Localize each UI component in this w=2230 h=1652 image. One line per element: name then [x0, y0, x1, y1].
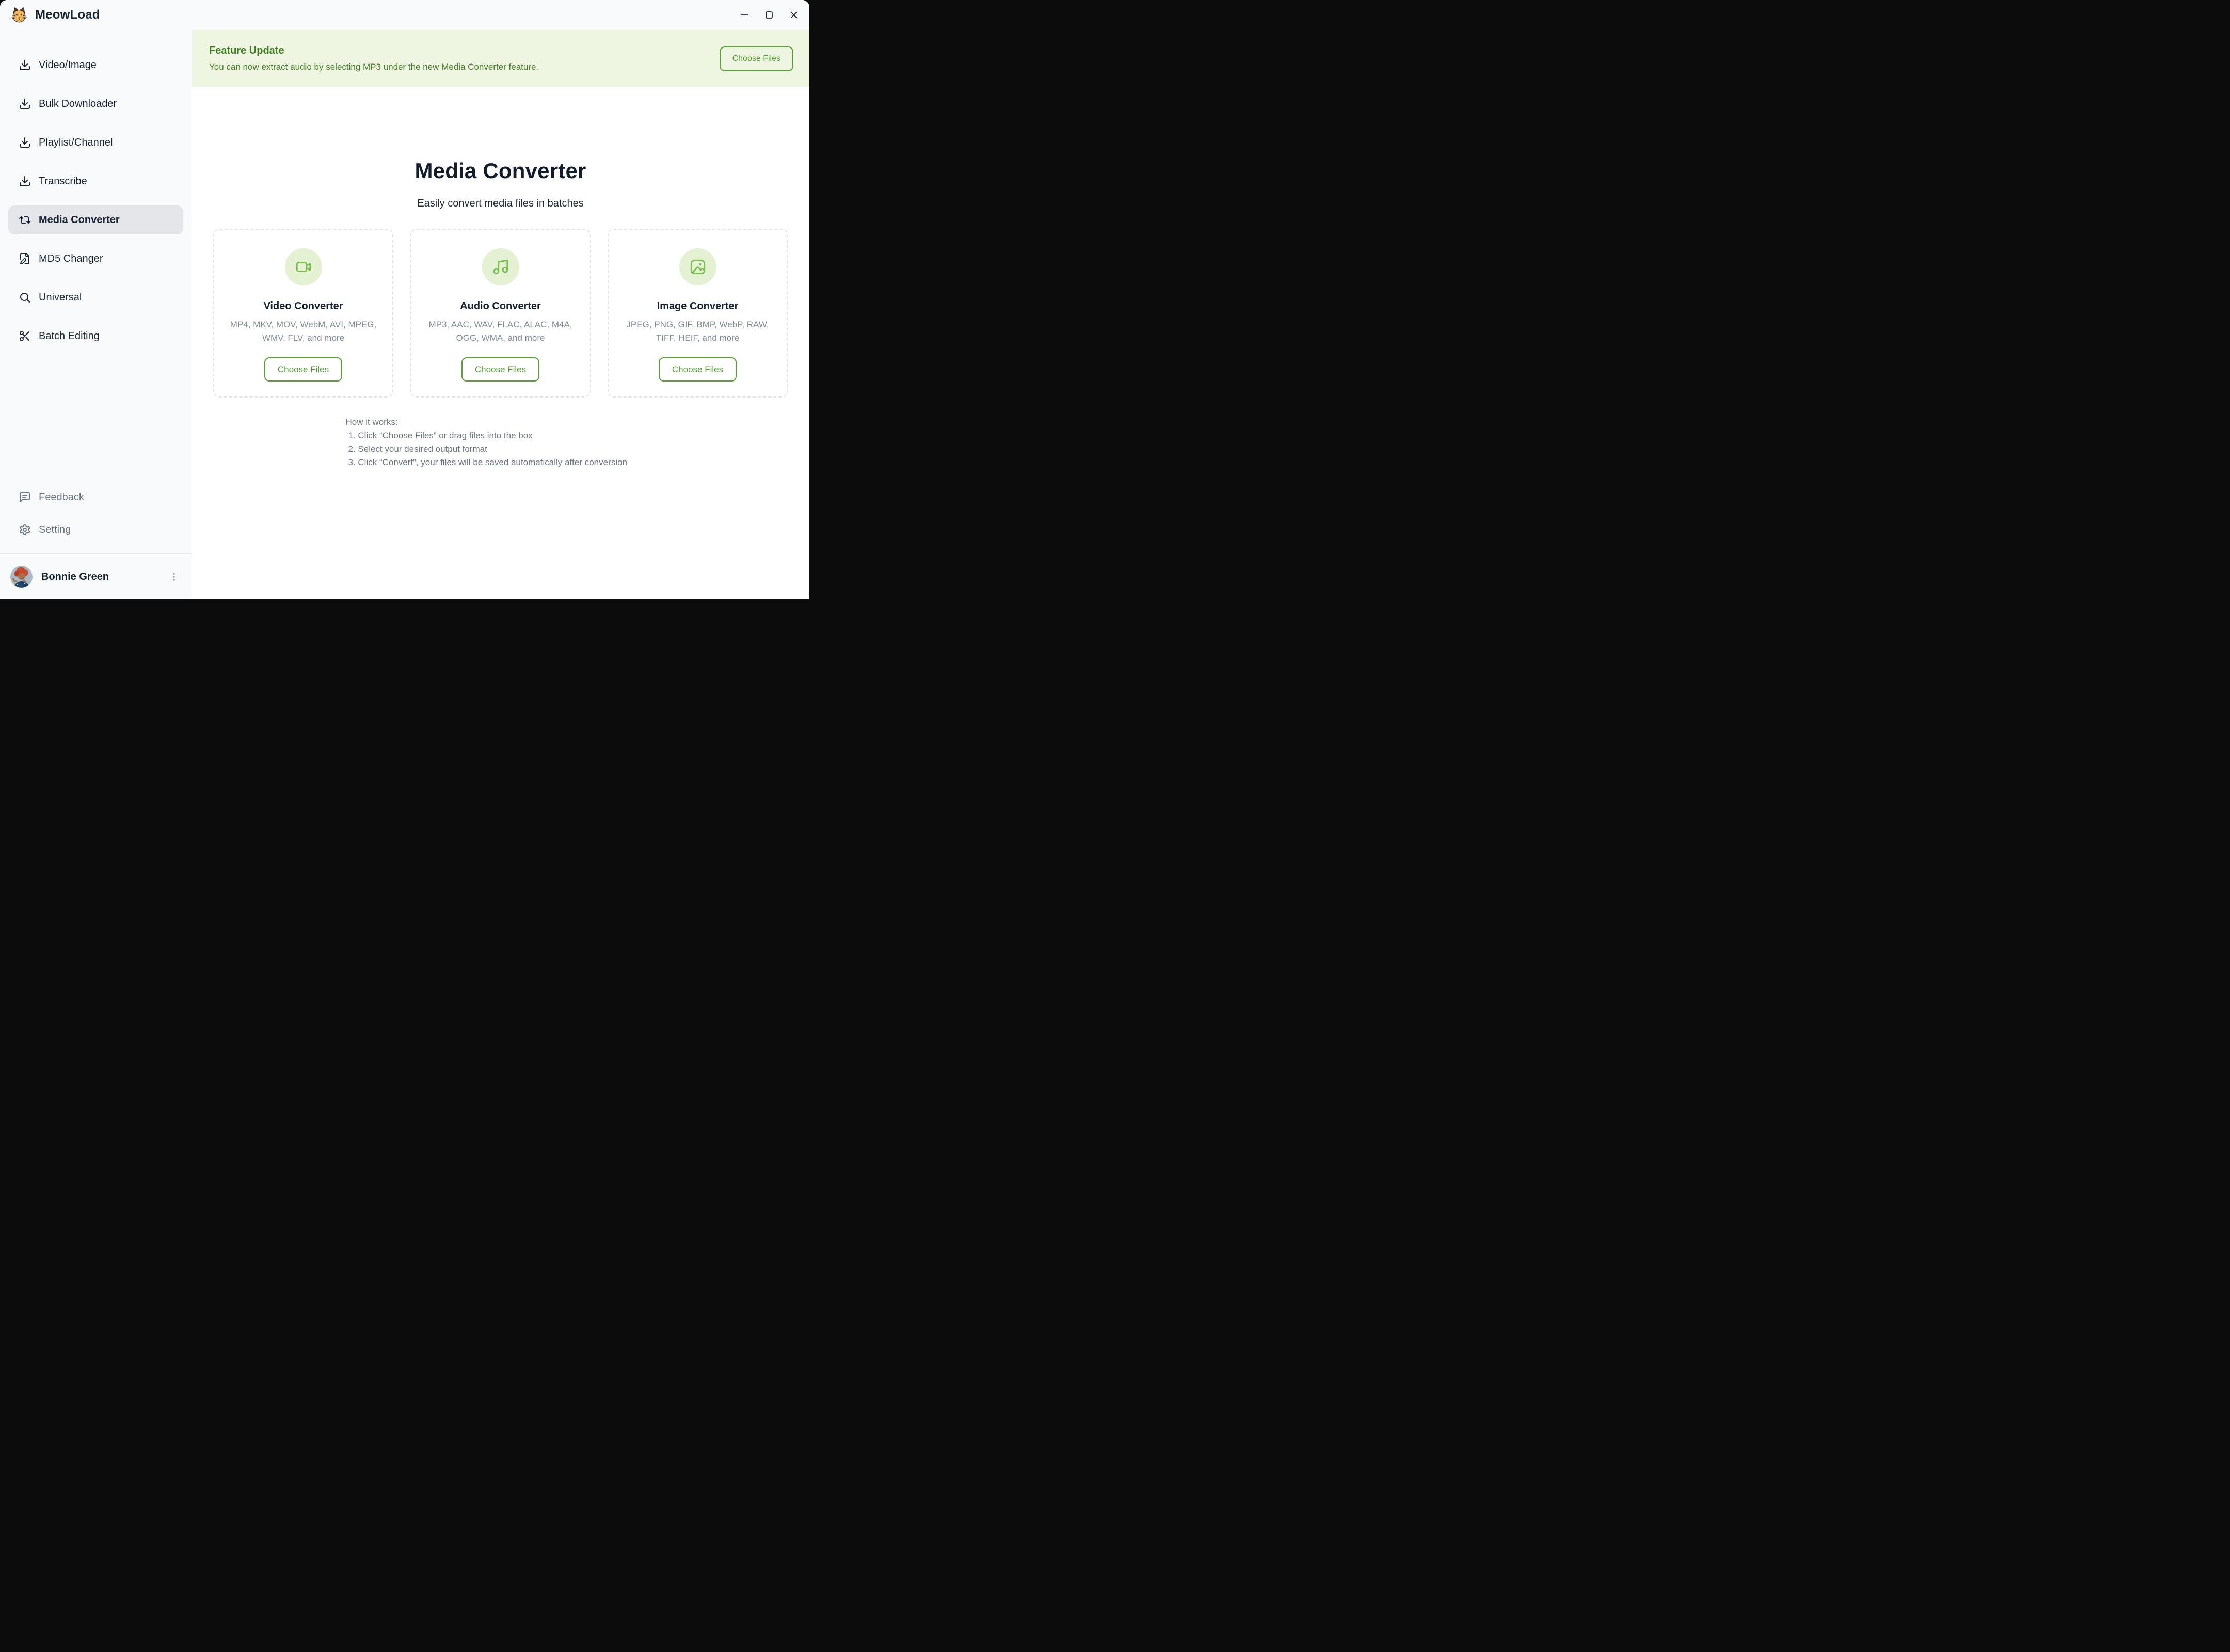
maximize-icon[interactable]	[763, 9, 775, 21]
sidebar-item-label: MD5 Changer	[39, 252, 103, 264]
sidebar-item-label: Batch Editing	[39, 330, 100, 342]
sidebar	[0, 30, 192, 599]
sidebar-item-setting[interactable]	[8, 515, 183, 544]
card-title: Audio Converter	[460, 300, 541, 312]
card-title: Video Converter	[263, 300, 343, 312]
app-window	[0, 0, 809, 599]
download-icon	[19, 98, 31, 110]
close-icon[interactable]	[788, 9, 800, 21]
video-choose-files-button[interactable]: Choose Files	[264, 357, 342, 382]
download-icon	[19, 59, 31, 71]
banner-choose-files-button[interactable]: Choose Files	[720, 46, 793, 71]
sidebar-item-universal[interactable]	[8, 283, 183, 312]
sidebar-item-bulk-downloader[interactable]	[8, 89, 183, 118]
sidebar-item-video-image[interactable]	[8, 51, 183, 80]
converter-cards	[192, 229, 809, 398]
user-row[interactable]	[0, 554, 192, 599]
sidebar-item-playlist-channel[interactable]	[8, 128, 183, 157]
audio-choose-files-button[interactable]: Choose Files	[461, 357, 539, 382]
avatar	[10, 566, 33, 588]
sidebar-item-md5-changer[interactable]	[8, 244, 183, 273]
card-description: MP4, MKV, MOV, WebM, AVI, MPEG, WMV, FLV, and more	[230, 320, 377, 343]
image-converter-card[interactable]	[608, 229, 788, 398]
card-title: Image Converter	[657, 300, 739, 312]
minimize-icon[interactable]	[738, 9, 751, 21]
sidebar-item-label: Universal	[39, 291, 82, 303]
download-icon	[19, 175, 31, 187]
page-title: Media Converter	[415, 158, 586, 183]
how-it-works-title: How it works:	[345, 417, 398, 427]
file-pen-icon	[19, 252, 31, 265]
banner-message: You can now extract audio by selecting MP3 under the new Media Converter feature.	[209, 62, 539, 72]
sidebar-item-label: Playlist/Channel	[39, 136, 113, 148]
download-icon	[19, 136, 31, 149]
app-title: MeowLoad	[35, 8, 100, 22]
feature-update-banner	[192, 30, 809, 87]
sidebar-item-label: Video/Image	[39, 59, 97, 71]
sidebar-item-media-converter[interactable]	[8, 205, 183, 234]
card-description: JPEG, PNG, GIF, BMP, WebP, RAW, TIFF, HEIF, and more	[626, 320, 769, 343]
sidebar-item-label: Setting	[39, 523, 71, 535]
titlebar	[0, 0, 809, 30]
sidebar-item-batch-editing[interactable]	[8, 322, 183, 351]
cat-logo-icon	[10, 6, 28, 24]
banner-title: Feature Update	[209, 45, 284, 56]
sidebar-item-feedback[interactable]	[8, 483, 183, 512]
main-content	[192, 30, 809, 599]
sidebar-item-transcribe[interactable]	[8, 167, 183, 196]
sidebar-footer	[0, 483, 192, 599]
sidebar-nav	[0, 30, 192, 360]
gear-icon	[19, 523, 31, 536]
sidebar-item-label: Media Converter	[39, 214, 120, 226]
kebab-menu-icon[interactable]	[168, 570, 180, 583]
how-it-works-step: 2. Select your desired output format	[348, 444, 487, 454]
image-icon	[679, 248, 716, 285]
scissors-icon	[19, 330, 31, 342]
music-note-icon	[482, 248, 519, 285]
search-icon	[19, 291, 31, 304]
card-description: MP3, AAC, WAV, FLAC, ALAC, M4A, OGG, WMA, and more	[428, 320, 572, 343]
video-camera-icon	[285, 248, 322, 285]
how-it-works-step: 3. Click “Convert”, your files will be saved automatically after conversion	[348, 457, 627, 467]
how-it-works-step: 1. Click “Choose Files” or drag files into the box	[348, 431, 533, 440]
audio-converter-card[interactable]	[410, 229, 591, 398]
sidebar-item-label: Transcribe	[39, 175, 87, 187]
page-subtitle: Easily convert media files in batches	[417, 198, 584, 209]
user-name: Bonnie Green	[41, 570, 109, 582]
converter-page	[192, 87, 809, 469]
window-controls	[738, 9, 800, 21]
sidebar-item-label: Feedback	[39, 491, 84, 503]
banner-text	[209, 45, 538, 72]
video-converter-card[interactable]	[213, 229, 393, 398]
how-it-works	[346, 416, 656, 469]
image-choose-files-button[interactable]: Choose Files	[659, 357, 737, 382]
sidebar-item-label: Bulk Downloader	[39, 98, 117, 109]
message-bubble-icon	[19, 491, 31, 503]
repeat-icon	[19, 214, 31, 226]
